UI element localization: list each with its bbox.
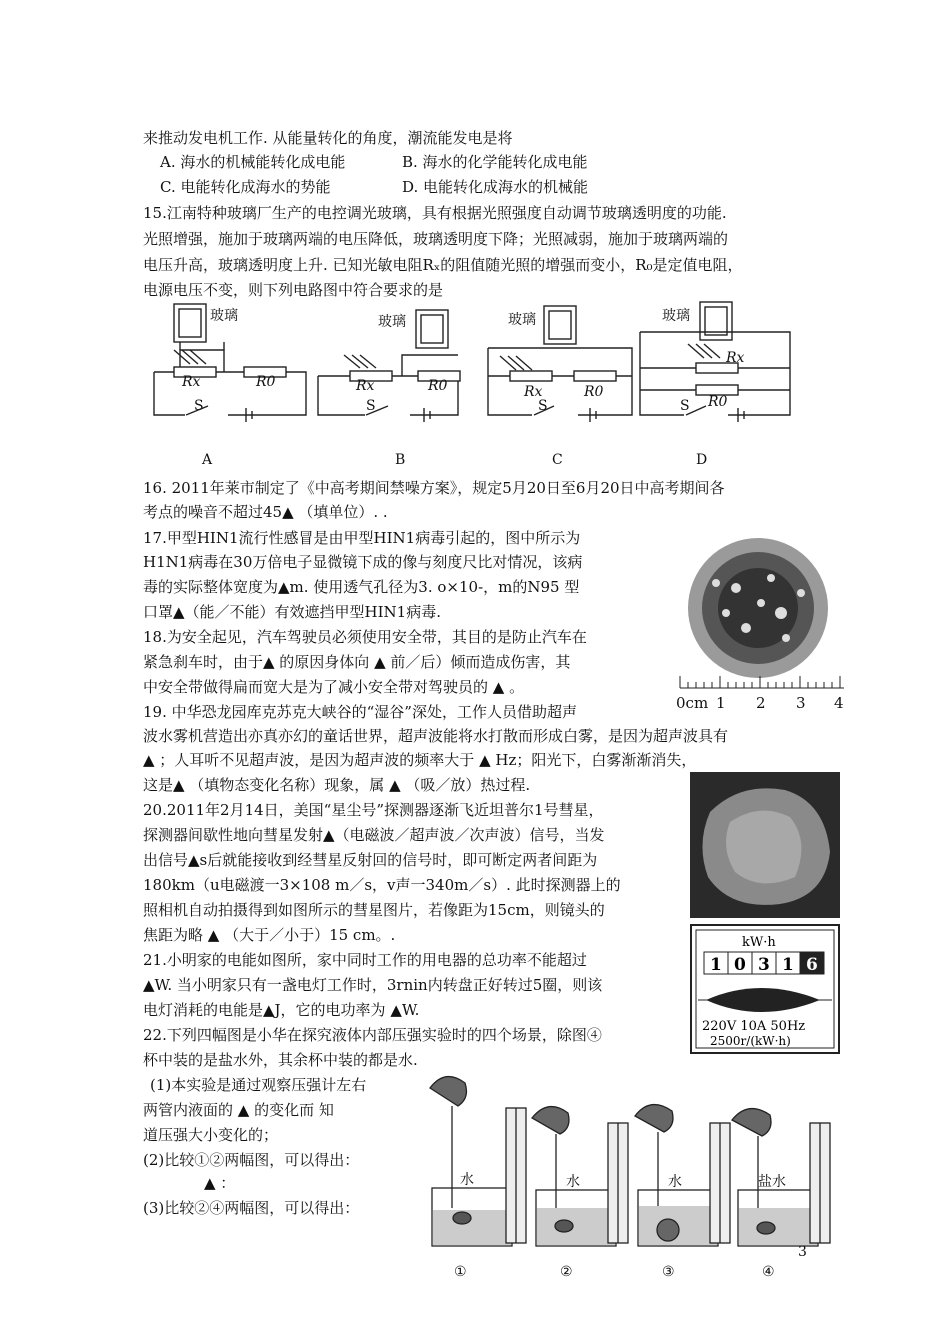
q14-option-d: D. 电能转化成海水的机械能 xyxy=(402,178,589,196)
q21-line3: 电灯消耗的电能是▲J，它的电功率为 ▲W. xyxy=(143,1001,420,1019)
q14-option-c: C. 电能转化成海水的势能 xyxy=(160,178,331,196)
circuit-caption-b: B xyxy=(395,452,406,468)
rx-label-b: Rx xyxy=(356,378,375,394)
q22-line2: 杯中装的是盐水外，其余杯中装的都是水. xyxy=(143,1051,418,1069)
meter-digit-4: 1 xyxy=(782,955,794,975)
q22-sub1-c: 道压强大小变化的； xyxy=(143,1126,279,1144)
meter-digit-2: 0 xyxy=(734,955,746,975)
circuit-caption-a: A xyxy=(202,452,213,468)
switch-label-a: S xyxy=(194,398,204,414)
meter-digit-3: 3 xyxy=(758,955,770,975)
beaker-number-1: ① xyxy=(454,1264,467,1280)
beaker-number-4: ④ xyxy=(762,1264,775,1280)
circuit-caption-d: D xyxy=(696,452,708,468)
q17-line3: 毒的实际整体宽度为▲m. 使用透气孔径为3. o×10-，m的N95 型 xyxy=(143,578,580,596)
r0-label-b: R0 xyxy=(428,378,448,394)
hand-icon-3 xyxy=(635,1105,673,1132)
q15-line4: 电源电压不变，则下列电路图中符合要求的是 xyxy=(143,281,444,299)
r0-label-d: R0 xyxy=(708,394,728,410)
q18-line3: 中安全带做得扁而宽大是为了减小安全带对驾驶员的 ▲ 。 xyxy=(143,678,525,696)
ruler-tick-1: 1 xyxy=(716,694,726,712)
beaker-label-4: 盐水 xyxy=(758,1174,786,1190)
glass-label-a: 玻璃 xyxy=(210,308,238,324)
q17-line2: H1N1病毒在30万倍电子显微镜下成的像与刻度尺比对情况，该病 xyxy=(143,553,583,571)
q21-line2: ▲W. 当小明家只有一盏电灯工作时，3rnin内转盘正好转过5圈，则该 xyxy=(143,976,603,994)
q20-line3: 出信号▲s后就能接收到经彗星反射回的信号时，即可断定两者间距为 xyxy=(143,851,598,869)
ruler-tick-0: 0cm xyxy=(676,694,709,712)
comet-photo xyxy=(690,772,840,918)
pressure-experiment-figure xyxy=(420,1068,840,1288)
page-number: 3 xyxy=(798,1244,807,1260)
rx-resistor-c xyxy=(510,371,552,381)
q22-sub1-a: (1)本实验是通过观察压强计左右 xyxy=(150,1076,367,1094)
glass-label-c: 玻璃 xyxy=(508,312,536,328)
electricity-meter xyxy=(690,924,840,1054)
q20-line5: 照相机自动拍摄得到如图所示的彗星图片，若像距为15cm，则镜头的 xyxy=(143,901,605,919)
switch-label-d: S xyxy=(680,398,690,414)
q22-sub1-b: 两管内液面的 ▲ 的变化而 知 xyxy=(143,1101,334,1119)
glass-label-d: 玻璃 xyxy=(662,308,690,324)
meter-constant: 2500r/(kW·h) xyxy=(710,1034,791,1048)
q20-line6: 焦距为略 ▲ （大于／小于）15 cm。. xyxy=(143,926,396,944)
meter-digit-5: 6 xyxy=(806,955,818,975)
virus-ruler-figure xyxy=(676,528,846,722)
q19-line1: 19. 中华恐龙园库克苏克大峡谷的“湿谷”深处，工作人员借助超声 xyxy=(143,703,577,721)
q14-option-a: A. 海水的机械能转化成电能 xyxy=(160,153,346,171)
beaker-number-2: ② xyxy=(560,1264,573,1280)
q16-line2: 考点的噪音不超过45▲ （填单位）. . xyxy=(143,503,388,521)
q19-line2: 波水雾机营造出亦真亦幻的童话世界，超声波能将水打散而形成白雾，是因为超声波具有 xyxy=(143,727,729,745)
q20-line2: 探测器间歇性地向彗星发射▲（电磁波／超声波／次声波）信号，当发 xyxy=(143,826,605,844)
beaker-label-1: 水 xyxy=(460,1172,474,1188)
q22-line1: 22.下列四幅图是小华在探究液体内部压强实验时的四个场景，除图④ xyxy=(143,1026,602,1044)
circuit-caption-c: C xyxy=(552,452,563,468)
q15-line3: 电压升高，玻璃透明度上升. 已知光敏电阻Rₓ的阻值随光照的增强而变小，R₀是定值电阻， xyxy=(143,256,743,274)
q14-stem: 来推动发电机工作. 从能量转化的角度，潮流能发电是将 xyxy=(143,129,513,147)
r0-label-c: R0 xyxy=(584,384,604,400)
r0-resistor-c xyxy=(574,371,616,381)
hand-icon-2 xyxy=(532,1107,569,1134)
q21-line1: 21.小明家的电能如图所，家中同时工作的用电器的总功率不能超过 xyxy=(143,951,587,969)
q19-line4: 这是▲ （填物态变化名称）现象，属 ▲ （吸／放）热过程. xyxy=(143,776,531,794)
switch-label-b: S xyxy=(366,398,376,414)
q18-line2: 紧急刹车时，由于▲ 的原因身体向 ▲ 前／后）倾而造成伤害，其 xyxy=(143,653,571,671)
glass-label-b: 玻璃 xyxy=(378,314,406,330)
meter-rating: 220V 10A 50Hz xyxy=(702,1019,806,1034)
q17-line1: 17.甲型HIN1流行性感冒是由甲型HIN1病毒引起的，图中所示为 xyxy=(143,529,581,547)
rx-label-d: Rx xyxy=(726,350,745,366)
q15-line1: 15.江南特种玻璃厂生产的电控调光玻璃，具有根据光照强度自动调节玻璃透明度的功能. xyxy=(143,204,727,222)
beaker-label-3: 水 xyxy=(668,1174,682,1190)
q20-line1: 20.2011年2月14日，美国“星尘号”探测器逐渐飞近坦普尔1号彗星， xyxy=(143,801,604,819)
meter-unit: kW·h xyxy=(742,935,776,950)
q16-line1: 16. 2011年莱市制定了《中高考期间禁噪方案》，规定5月20日至6月20日中高考期间各 xyxy=(143,479,725,497)
hand-icon-4 xyxy=(732,1109,771,1136)
beaker-label-2: 水 xyxy=(566,1174,580,1190)
q22-sub3-a: (3)比较②④两幅图，可以得出： xyxy=(143,1199,360,1217)
q22-sub2-b: ▲ ： xyxy=(204,1174,236,1192)
q20-line4: 180km（u电磁渡一3×108 m／s，v声一340m／s）. 此时探测器上的 xyxy=(143,876,621,894)
r0-label-a: R0 xyxy=(256,374,276,390)
hand-icon-1 xyxy=(430,1077,466,1106)
ruler-tick-2: 2 xyxy=(756,694,766,712)
rx-label-c: Rx xyxy=(524,384,543,400)
rx-label-a: Rx xyxy=(182,374,201,390)
meter-digit-1: 1 xyxy=(710,955,722,975)
q22-sub2-a: (2)比较①②两幅图，可以得出： xyxy=(143,1151,360,1169)
q15-line2: 光照增强，施加于玻璃两端的电压降低，玻璃透明度下降；光照减弱，施加于玻璃两端的 xyxy=(143,230,729,248)
q14-option-b: B. 海水的化学能转化成电能 xyxy=(402,153,588,171)
switch-label-c: S xyxy=(538,398,548,414)
q17-line4: 口罩▲（能／不能）有效遮挡甲型HIN1病毒. xyxy=(143,603,441,621)
q18-line1: 18.为安全起见，汽车驾驶员必须使用安全带，其目的是防止汽车在 xyxy=(143,628,587,646)
q15-circuit-diagrams xyxy=(140,300,840,425)
ruler-tick-4: 4 xyxy=(834,694,844,712)
ruler-tick-3: 3 xyxy=(796,694,806,712)
beaker-number-3: ③ xyxy=(662,1264,675,1280)
q19-line3: ▲ ；人耳听不见超声波，是因为超声波的频率大于 ▲ Hz；阳光下，白雾渐渐消失， xyxy=(143,751,697,769)
